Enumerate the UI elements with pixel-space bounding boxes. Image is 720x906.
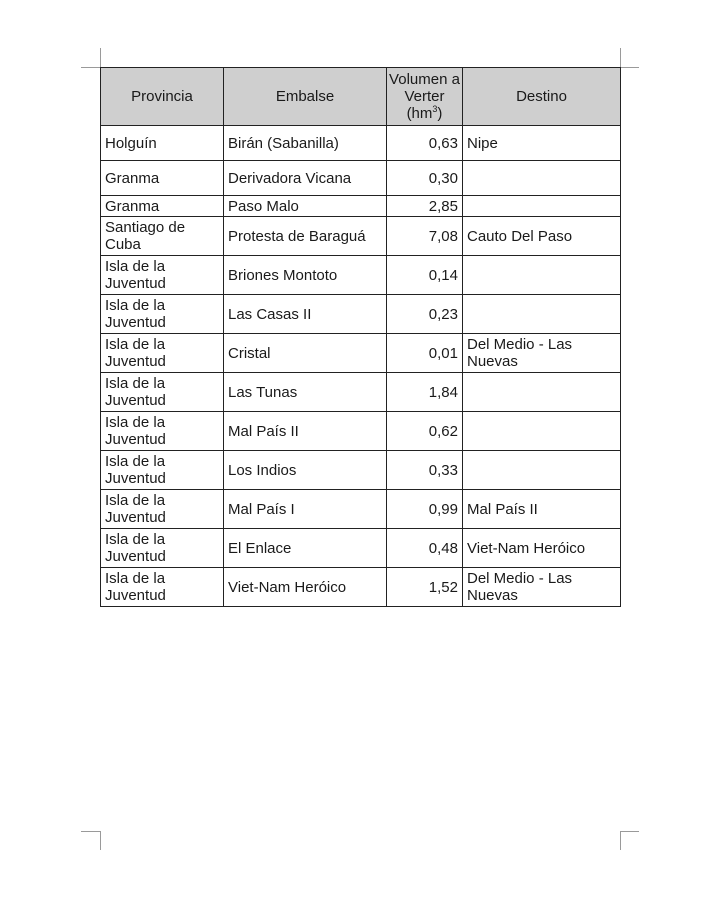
cell-embalse: Viet-Nam Heróico <box>224 568 387 607</box>
header-provincia: Provincia <box>101 68 224 126</box>
cell-destino <box>463 295 621 334</box>
table-row <box>101 256 621 295</box>
cell-destino: Mal País II <box>463 490 621 529</box>
header-volumen-unit: (hm <box>406 105 433 122</box>
cell-volumen: 0,14 <box>387 256 463 295</box>
table-row <box>101 161 621 196</box>
cell-provincia: Isla de la Juventud <box>101 529 224 568</box>
cell-volumen: 1,52 <box>387 568 463 607</box>
table-row <box>101 196 621 217</box>
cell-destino <box>463 412 621 451</box>
table-row <box>101 529 621 568</box>
header-embalse: Embalse <box>224 68 387 126</box>
cell-provincia: Isla de la Juventud <box>101 490 224 529</box>
crop-mark-bottom-right-vertical <box>620 831 621 850</box>
cell-provincia: Holguín <box>101 126 224 161</box>
header-destino: Destino <box>463 68 621 126</box>
table-row <box>101 217 621 256</box>
cell-provincia: Isla de la Juventud <box>101 295 224 334</box>
cell-destino <box>463 451 621 490</box>
table-row <box>101 451 621 490</box>
cell-provincia: Isla de la Juventud <box>101 412 224 451</box>
cell-provincia: Isla de la Juventud <box>101 256 224 295</box>
cell-embalse: Birán (Sabanilla) <box>224 126 387 161</box>
table-row <box>101 568 621 607</box>
cell-destino: Del Medio - Las Nuevas <box>463 334 621 373</box>
cell-destino <box>463 256 621 295</box>
cell-provincia: Granma <box>101 161 224 196</box>
cell-embalse: El Enlace <box>224 529 387 568</box>
table-row <box>101 412 621 451</box>
crop-mark-top-right-vertical <box>620 48 621 67</box>
table-row <box>101 373 621 412</box>
cell-provincia: Isla de la Juventud <box>101 568 224 607</box>
cell-volumen: 1,84 <box>387 373 463 412</box>
cell-embalse: Derivadora Vicana <box>224 161 387 196</box>
reservoir-discharge-table <box>100 67 621 607</box>
cell-volumen: 0,99 <box>387 490 463 529</box>
cell-embalse: Protesta de Baraguá <box>224 217 387 256</box>
crop-mark-top-left-horizontal <box>81 67 100 68</box>
table-row <box>101 490 621 529</box>
cell-embalse: Paso Malo <box>224 196 387 217</box>
crop-mark-top-left-vertical <box>100 48 101 67</box>
cell-provincia: Isla de la Juventud <box>101 334 224 373</box>
cell-destino: Nipe <box>463 126 621 161</box>
header-volumen-unit-close: ) <box>437 105 443 122</box>
cell-volumen: 2,85 <box>387 196 463 217</box>
cell-volumen: 7,08 <box>387 217 463 256</box>
header-volumen-unit-exponent: 3 <box>432 104 438 114</box>
crop-mark-top-right-horizontal <box>620 67 639 68</box>
crop-mark-bottom-left-horizontal <box>81 831 100 832</box>
cell-volumen: 0,48 <box>387 529 463 568</box>
cell-embalse: Mal País I <box>224 490 387 529</box>
cell-embalse: Las Tunas <box>224 373 387 412</box>
cell-destino: Viet-Nam Heróico <box>463 529 621 568</box>
cell-destino: Cauto Del Paso <box>463 217 621 256</box>
cell-provincia: Isla de la Juventud <box>101 451 224 490</box>
cell-embalse: Las Casas II <box>224 295 387 334</box>
table-header-row <box>101 68 621 126</box>
cell-embalse: Briones Montoto <box>224 256 387 295</box>
cell-destino <box>463 373 621 412</box>
cell-provincia: Isla de la Juventud <box>101 373 224 412</box>
cell-volumen: 0,62 <box>387 412 463 451</box>
cell-embalse: Mal País II <box>224 412 387 451</box>
table-row <box>101 334 621 373</box>
cell-destino <box>463 161 621 196</box>
cell-volumen: 0,33 <box>387 451 463 490</box>
cell-volumen: 0,30 <box>387 161 463 196</box>
header-volumen-label: Volumen a Verter <box>389 71 460 105</box>
cell-provincia: Santiago de Cuba <box>101 217 224 256</box>
cell-volumen: 0,63 <box>387 126 463 161</box>
table-row <box>101 126 621 161</box>
cell-provincia: Granma <box>101 196 224 217</box>
cell-embalse: Cristal <box>224 334 387 373</box>
header-volumen <box>387 68 463 126</box>
cell-embalse: Los Indios <box>224 451 387 490</box>
cell-volumen: 0,01 <box>387 334 463 373</box>
cell-volumen: 0,23 <box>387 295 463 334</box>
crop-mark-bottom-right-horizontal <box>620 831 639 832</box>
cell-destino: Del Medio - Las Nuevas <box>463 568 621 607</box>
crop-mark-bottom-left-vertical <box>100 831 101 850</box>
table-row <box>101 295 621 334</box>
cell-destino <box>463 196 621 217</box>
